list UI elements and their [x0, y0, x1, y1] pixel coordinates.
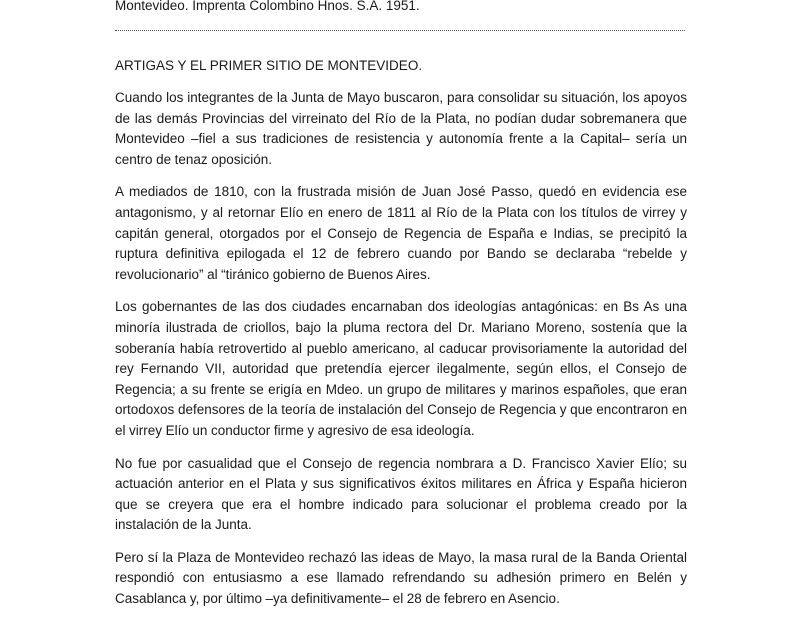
paragraph-1: Cuando los integrantes de la Junta de Mayo buscaron, para consolidar su situación, los apoyos de las demás Provincias del virreinato del Río de la Plata, no podían dudar sobremanera que Montevideo –fiel a sus tradiciones de resistencia y autonomía frente a la Capital– sería un centro de tenaz oposición.	[115, 90, 687, 167]
paragraph-3: Los gobernantes de las dos ciudades encarnaban dos ideologías antagónicas: en Bs As una minoría ilustrada de criollos, bajo la pluma rectora del Dr. Mariano Moreno, sostenía que la soberanía había retrovertido al pueblo americano, al caducar provisoriamente la autoridad del rey Fernando VII, autoridad que pretendía ejercer ilegalmente, según ellos, el Consejo de Regencia; a su frente se erigía en Mdeo. un grupo de militares y marinos españoles, que eran ortodoxos defensores de la teoría de instalación del Consejo de Regencia y que encontraron en el virrey Elío un conductor firme y agresivo de esa ideología.	[115, 299, 687, 438]
paragraph-4: No fue por casualidad que el Consejo de regencia nombrara a D. Francisco Xavier Elío; su actuación anterior en el Plata y sus significativos éxitos militares en África y España hicieron que se creyera que era el hombre indicado para solucionar el problema creado por la instalación de la Junta.	[115, 455, 687, 533]
paragraph-2: A mediados de 1810, con la frustrada misión de Juan José Passo, quedó en evidencia ese antagonismo, y al retornar Elío en enero de 1811 al Río de la Plata con los títulos de virrey y capitán general, otorgados por el Consejo de Regencia de España e Indias, se precipitó la ruptura definitiva epilogada el 12 de febrero cuando por Bando se declaraba “rebelde y revolucionario” al “tiránico gobierno de Buenos Aires.	[115, 184, 687, 282]
citation-line: Montevideo. Imprenta Colombino Hnos. S.A. 1951.	[115, 0, 420, 13]
dotted-separator	[115, 30, 685, 31]
paragraph-5: Pero sí la Plaza de Montevideo rechazó las ideas de Mayo, la masa rural de la Banda Oriental respondió con entusiasmo a ese llamado refrendando su adhesión primero en Belén y Casablanca y, por último –ya definitivamente– el 28 de febrero en Asencio.	[115, 549, 687, 607]
document-body	[115, 56, 687, 622]
section-heading: ARTIGAS Y EL PRIMER SITIO DE MONTEVIDEO.	[115, 58, 423, 73]
